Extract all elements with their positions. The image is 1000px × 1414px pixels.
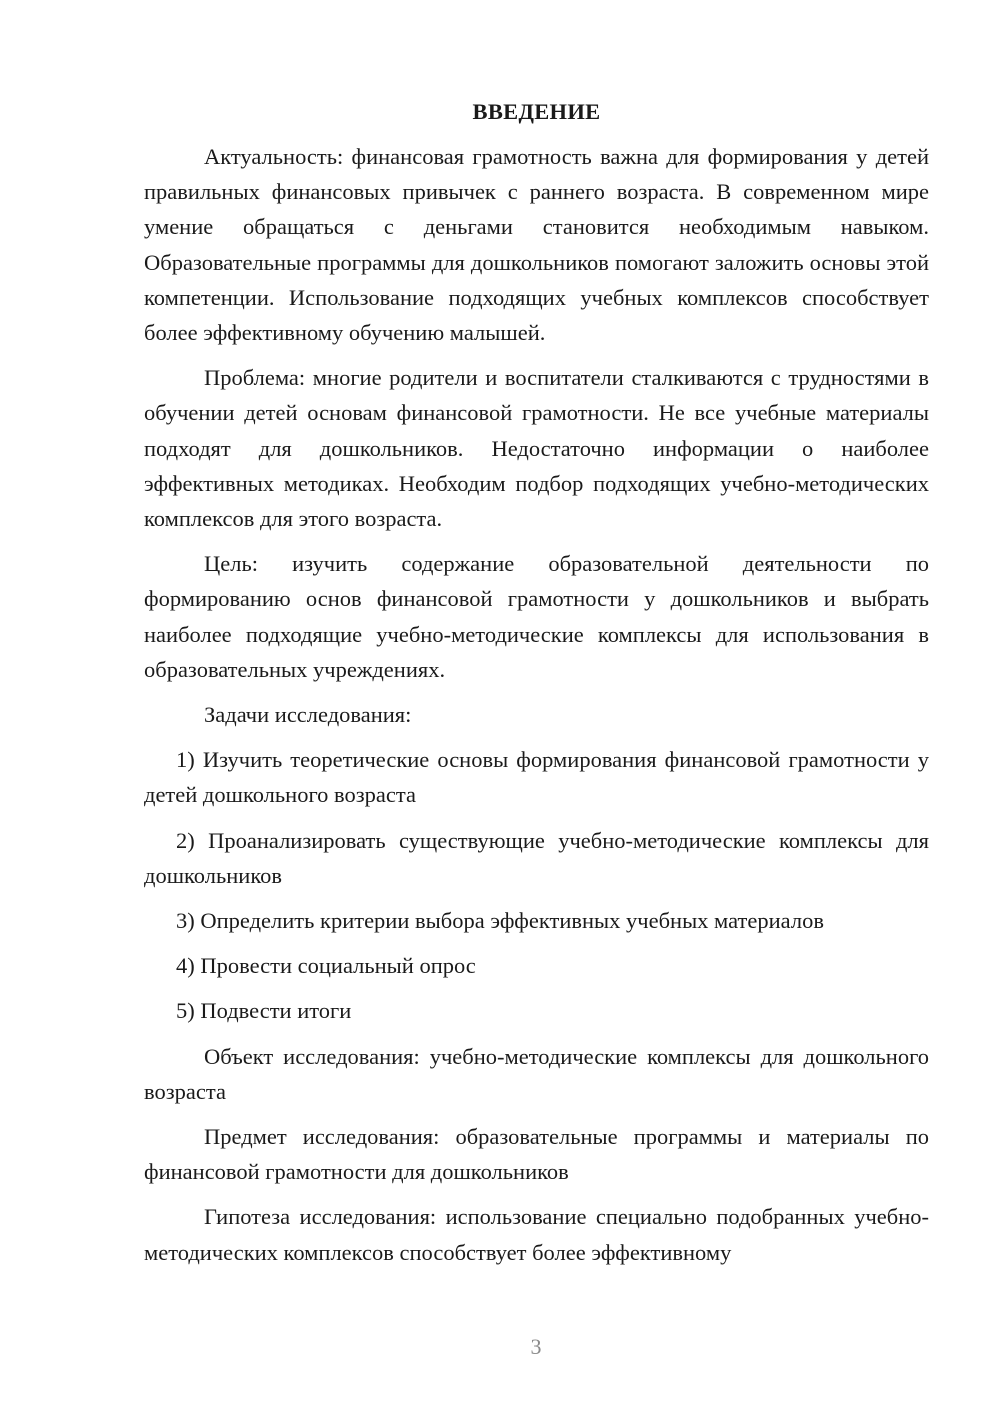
- paragraph-hypothesis: Гипотеза исследования: использование специально подобранных учебно-методических комплексов способствует более эффективному: [144, 1204, 929, 1265]
- task-item-1: 1) Изучить теоретические основы формирования финансовой грамотности у детей дошкольного возраста: [144, 747, 929, 808]
- task-item-2: 2) Проанализировать существующие учебно-методические комплексы для дошкольников: [144, 827, 929, 888]
- paragraph-object: Объект исследования: учебно-методические комплексы для дошкольного возраста: [144, 1043, 929, 1104]
- page-number: 3: [530, 1334, 542, 1359]
- page-title: ВВЕДЕНИЕ: [472, 99, 601, 124]
- document-body: [144, 94, 929, 1280]
- task-item-5: 5) Подвести итоги: [176, 998, 352, 1024]
- paragraph-subject: Предмет исследования: образовательные программы и материалы по финансовой грамотности для дошкольников: [144, 1124, 929, 1185]
- tasks-heading: Задачи исследования:: [204, 702, 412, 728]
- paragraph-relevance: Актуальность: финансовая грамотность важна для формирования у детей правильных финансовых привычек с раннего возраста. В современном мире умение обращаться с деньгами становится необходимым навыком. Образовательные программы для дошкольников помогают заложить основы этой компетенции. Использование подходящих учебных комплексов способствует более эффективному обучению малышей.: [144, 144, 929, 346]
- paragraph-problem: Проблема: многие родители и воспитатели сталкиваются с трудностями в обучении детей основам финансовой грамотности. Не все учебные материалы подходят для дошкольников. Недостаточно информации о наиболее эффективных методиках. Необходим подбор подходящих учебно-методических комплексов для этого возраста.: [144, 365, 929, 532]
- task-item-3: 3) Определить критерии выбора эффективных учебных материалов: [176, 908, 824, 934]
- task-item-4: 4) Провести социальный опрос: [176, 953, 476, 979]
- paragraph-goal: Цель: изучить содержание образовательной деятельности по формированию основ финансовой грамотности у дошкольников и выбрать наиболее подходящие учебно-методические комплексы для использования в образовательных учреждениях.: [144, 551, 929, 682]
